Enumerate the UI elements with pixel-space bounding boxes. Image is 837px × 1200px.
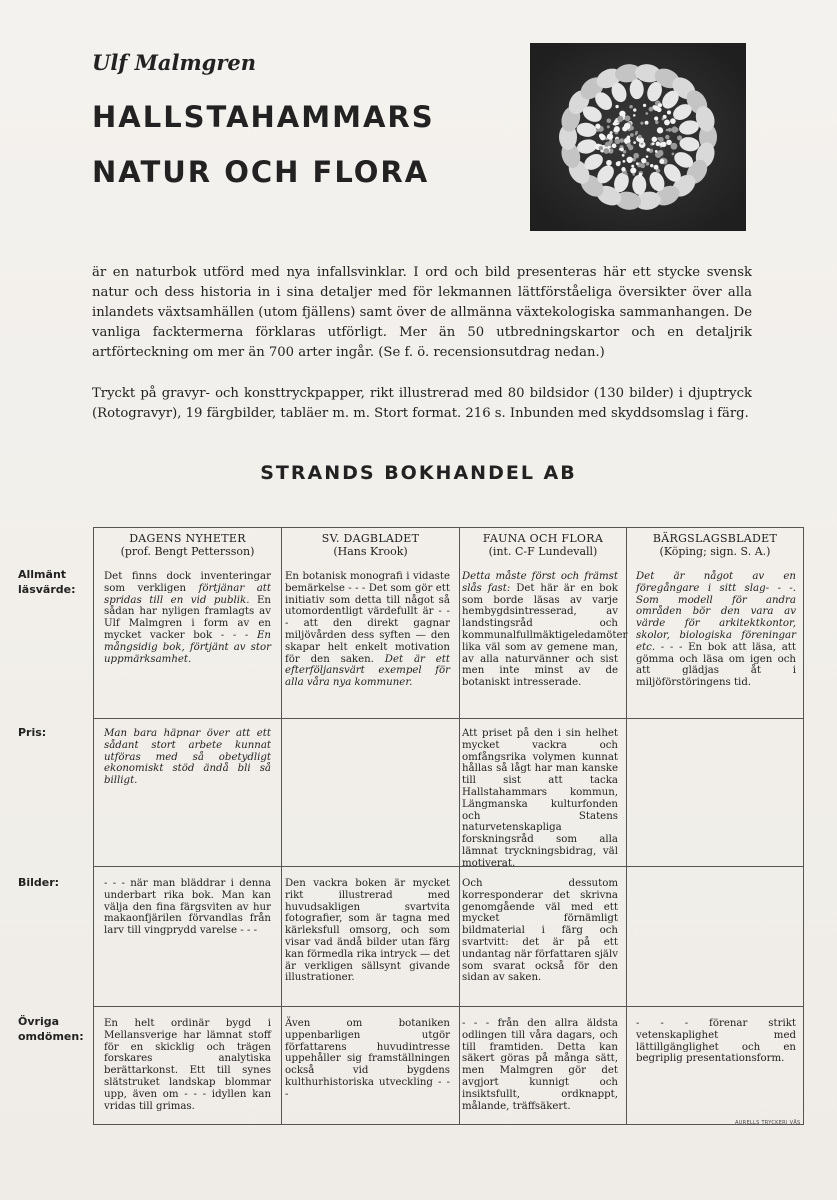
flower-photo (530, 43, 746, 231)
column-divider (459, 528, 460, 1124)
row-label-price: Pris: (18, 726, 47, 739)
intro-paragraph: är en naturbok utförd med nya infallsvinklar. I ord och bild presenteras här ett stycke svensk natur och dess historia in i sina detaljer med för lekmannen lättförståeliga översikter över alla inlandets växtsamhällen (utom fjällens) samt över de allmänna växtekologiska sammanhangen. De vanliga facktermerna förklaras utförligt. Mer än 50 utbredningskartor och en detaljrik artförteckning om mer än 700 arter ingår. (Se f. ö. recensionsutdrag nedan.) (92, 265, 752, 360)
review-bb-other: - - - förenar strikt vetenskaplighet med lättillgänglighet och en begriplig presentationsform. (636, 1018, 796, 1065)
publication-details: Tryckt på gravyr- och konsttryckpapper, rikt illustrerad med 80 bildsidor (130 bilder) i djuptryck (Rotogravyr), 19 färgbilder, tabläer m. m. Stort format. 216 s. Inbunden med skyddsomslag i färg. (92, 386, 752, 421)
review-dn-other: En helt ordinär bygd i Mellansverige har lämnat stoff för en skicklig och trägen forskares analytiska berättarkonst. Ett till synes slätstruket landskap blommar upp, även om - - - idyllen kan vridas till grimas. (104, 1018, 271, 1112)
column-header-bargslagsbladet (627, 532, 803, 558)
review-fof-general: Detta måste först och främst slås fast: Det här är en bok som borde läsas av varje hembygdsintresserad, av landstingsråd och kommunalfullmäktigeledamöter lika väl som av gemene man, av alla naturvänner och sist men inte minst av de botaniskt intresserade. (462, 571, 628, 689)
printer-credit: AURELLS TRYCKERI VÅS (735, 1120, 801, 1126)
bookseller-name: STRANDS BOKHANDEL AB (260, 462, 577, 484)
review-svd-general: En botanisk monografi i vidaste bemärkelse - - - Det som gör ett initiativ som detta till något så utomordentligt värdefullt är - - - att den direkt gagnar miljövården dess syften — den skapar helt enkelt motivation för den saken. Det är ett efterföljansvärt exempel för alla våra nya kommuner. (285, 571, 450, 689)
review-dn-price: Man bara häpnar över att ett sådant stort arbete kunnat utföras med så obetydligt ekonomiskt stöd ändå bli så billigt. (104, 728, 271, 787)
column-name: BÄRGSLAGSBLADET (652, 532, 778, 545)
review-dn-general: Det finns dock inventeringar som verkligen förtjänar att spridas till en vid publik. En sådan har nyligen framlagts av Ulf Malmgren i form av en mycket vacker bok - - - En mångsidig bok, förtjänt av stor uppmärksamhet. (104, 571, 271, 665)
review-fof-price: Att priset på den i sin helhet mycket vackra och omfångsrika volymen kunnat hållas så lågt har man kanske till sist att tacka Hallstahammars kommun, Längmanska kulturfonden och Statens naturvetenskapliga forskningsråd som alla lämnat tryckningsbidrag, väl motiverat. (462, 728, 618, 869)
column-name: DAGENS NYHETER (129, 532, 246, 545)
row-label-other: Övriga omdömen: (18, 1015, 84, 1043)
column-name: FAUNA OCH FLORA (482, 532, 604, 545)
author-name: Ulf Malmgren (92, 50, 257, 75)
book-title-line-2: NATUR OCH FLORA (92, 155, 430, 189)
row-divider (94, 718, 803, 719)
column-reviewer: (Köping; sign. S. A.) (659, 545, 771, 558)
row-label-images: Bilder: (18, 876, 60, 889)
column-header-sv-dagbladet (282, 532, 459, 558)
review-fof-images: Och dessutom korresponderar det skrivna genomgående väl med ett mycket förnämligt bildmaterial i färg och svartvitt: det är på ett undantag när författaren själv som svarat också för den sidan av saken. (462, 878, 619, 984)
review-bb-general: Det är något av en föregångare i sitt slag- - -. Som modell för andra områden bör den vara av värde för arkitektkontor, skolor, biologiska föreningar etc. - - - En bok att läsa, att gömma och läsa om igen och att glädjas åt i miljöförstöringens tid. (636, 571, 796, 689)
book-title-line-1: HALLSTAHAMMARS (92, 100, 435, 134)
column-reviewer: (Hans Krook) (333, 545, 408, 558)
column-header-fauna-och-flora (460, 532, 626, 558)
column-divider (626, 528, 627, 1124)
column-reviewer: (int. C-F Lundevall) (488, 545, 598, 558)
review-table (93, 527, 804, 1125)
column-name: SV. DAGBLADET (321, 532, 420, 545)
review-fof-other: - - - från den allra äldsta odlingen till våra dagars, och till framtiden. Detta kan säkert göras på många sätt, men Malmgren gör det avgjort kunnigt och insiktsfullt, ordknappt, målande, träffsäkert. (462, 1018, 618, 1112)
column-divider (281, 528, 282, 1124)
row-divider (94, 866, 803, 867)
row-label-general: Allmänt läsvärde: (18, 568, 76, 596)
flower-wreath-image (530, 43, 746, 231)
column-reviewer: (prof. Bengt Pettersson) (120, 545, 255, 558)
review-svd-other: Även om botaniken uppenbarligen utgör författarens huvudintresse uppehåller sig framställningen också vid bygdens kulthurhistoriska utveckling - - - (285, 1018, 450, 1100)
row-divider (94, 1006, 803, 1007)
column-header-dagens-nyheter (94, 532, 281, 558)
review-svd-images: Den vackra boken är mycket rikt illustrerad med huvudsakligen svartvita fotografier, som är tagna med kärleksfull omsorg, och som visar vad ändå bilder utan färg kan förmedla rika intryck — det är verkligen sällsynt givande illustrationer. (285, 878, 450, 984)
review-dn-images: - - - när man bläddrar i denna underbart rika bok. Man kan välja den fina färgsviten av hur makaonfjärilen förvandlas från larv till vingprydd varelse - - - (104, 878, 271, 937)
